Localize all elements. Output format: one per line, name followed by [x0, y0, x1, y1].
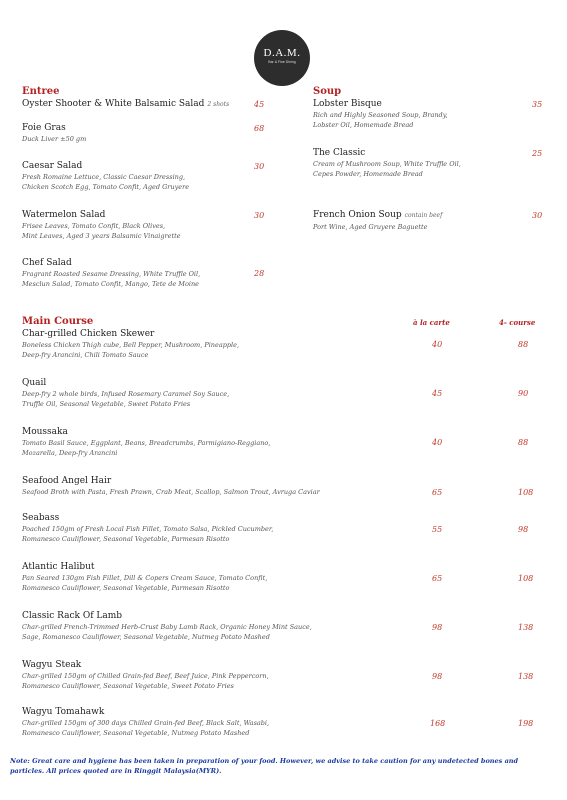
menu-item-desc: Lobster Oil, Homemade Bread	[313, 121, 414, 129]
menu-item-desc: Romanesco Cauliflower, Seasonal Vegetable, Parmesan Risotto	[22, 535, 230, 543]
menu-item	[22, 610, 312, 642]
menu-item-price: 35	[532, 100, 543, 109]
menu-item-desc: Fragrant Roasted Sesame Dressing, White Truffle Oil,	[22, 270, 201, 278]
menu-item	[22, 659, 269, 691]
entree-section-title: Entree	[22, 86, 60, 97]
four-course-price: 108	[518, 574, 534, 583]
menu-item	[22, 328, 239, 360]
main-course-section-title: Main Course	[22, 316, 94, 327]
menu-item-desc: Boneless Chicken Thigh cube, Bell Pepper, Mushroom, Pineapple,	[22, 341, 240, 349]
menu-item-desc: Char-grilled French-Trimmed Herb-Crust Baby Lamb Rack, Organic Honey Mint Sauce,	[22, 623, 312, 631]
menu-item-name: Wagyu Steak	[22, 660, 82, 670]
menu-item-desc: Sage, Romanesco Cauliflower, Seasonal Vegetable, Nutmeg Potato Mashed	[22, 633, 270, 641]
menu-item	[22, 512, 273, 544]
menu-item	[22, 475, 320, 497]
four-course-price: 138	[518, 623, 534, 632]
menu-item-desc: Cepes Powder, Homemade Bread	[313, 170, 423, 178]
menu-item-price: 30	[532, 211, 543, 220]
four-course-price: 108	[518, 488, 534, 497]
menu-item-desc: Deep-fry 2 whole birds, Infused Rosemary Caramel Soy Sauce,	[22, 390, 230, 398]
logo-main-text: D.A.M.	[263, 47, 301, 59]
restaurant-logo	[254, 30, 310, 86]
menu-item-name: Oyster Shooter & White Balsamic Salad 2 shots	[22, 99, 230, 109]
footer-note-line: Note: Great care and hygiene has been taken in preparation of your food. However, we advise to take caution for any undetected bones and	[10, 757, 519, 765]
menu-item-desc: Duck Liver ±50 gm	[22, 135, 87, 143]
menu-item-desc: Fresh Romaine Lettuce, Classic Caesar Dressing,	[22, 173, 186, 181]
menu-item-name: Watermelon Salad	[22, 210, 106, 220]
menu-item-price: 25	[532, 149, 543, 158]
menu-item-desc: Seafood Broth with Pasta, Fresh Prawn, Crab Meat, Scallop, Salmon Trout, Avruga Caviar	[22, 488, 320, 496]
menu-item-name: Caesar Salad	[22, 161, 83, 171]
menu-item-desc: Poached 150gm of Fresh Local Fish Fillet, Tomato Salsa, Pickled Cucumber,	[22, 525, 274, 533]
menu-item	[313, 209, 442, 232]
alacarte-price: 168	[430, 719, 446, 728]
menu-item-note: 2 shots	[207, 101, 230, 108]
menu-item-desc: Port Wine, Aged Gruyere Baguette	[313, 223, 428, 231]
menu-item-name: Atlantic Halibut	[22, 562, 95, 572]
alacarte-price: 45	[432, 389, 443, 398]
menu-item	[22, 257, 200, 289]
menu-item	[313, 98, 448, 130]
alacarte-price: 40	[432, 340, 443, 349]
menu-item-name: Char-grilled Chicken Skewer	[22, 329, 155, 339]
menu-item	[22, 426, 270, 458]
menu-item-desc: Char-grilled 150gm of Chilled Grain-fed Beef, Beef Juice, Pink Peppercorn,	[22, 672, 269, 680]
menu-item-desc: Tomato Basil Sauce, Eggplant, Beans, Breadcrumbs, Parmigiano-Reggiano,	[22, 439, 271, 447]
menu-item-desc: Romanesco Cauliflower, Seasonal Vegetable, Nutmeg Potato Mashed	[22, 729, 250, 737]
menu-item	[22, 377, 229, 409]
menu-item	[22, 122, 86, 144]
menu-item-name: Moussaka	[22, 427, 68, 437]
menu-item	[22, 160, 189, 192]
menu-item-name: Wagyu Tomahawk	[22, 707, 105, 717]
four-course-price: 198	[518, 719, 534, 728]
alacarte-price: 98	[432, 623, 443, 632]
menu-item-note: contain beef	[404, 212, 443, 219]
alacarte-column-header: à la carte	[413, 318, 450, 327]
menu-item-desc: Frisee Leaves, Tomato Confit, Black Olives,	[22, 222, 166, 230]
menu-item-desc: Mint Leaves, Aged 3 years Balsamic Vinaigrette	[22, 232, 181, 240]
four-course-price: 88	[518, 340, 529, 349]
menu-item-name: Seafood Angel Hair	[22, 476, 112, 486]
footer-note-line: particles. All prices quoted are in Ringgit Malaysia(MYR).	[10, 767, 222, 775]
menu-item-desc: Char-grilled 150gm of 300 days Chilled Grain-fed Beef, Black Salt, Wasabi,	[22, 719, 270, 727]
menu-item-price: 30	[254, 211, 265, 220]
menu-item	[22, 706, 269, 738]
soup-section-title: Soup	[313, 86, 342, 97]
menu-item-name: Seabass	[22, 513, 60, 523]
menu-item-name: The Classic	[313, 148, 366, 158]
menu-item-name: French Onion Soup contain beef	[313, 210, 443, 220]
menu-item-price: 30	[254, 162, 265, 171]
menu-item-desc: Mozarella, Deep-fry Arancini	[22, 449, 118, 457]
alacarte-price: 98	[432, 672, 443, 681]
menu-item-name: Lobster Bisque	[313, 99, 382, 109]
footer-note	[10, 756, 558, 776]
four-course-column-header: 4- course	[499, 318, 536, 327]
menu-item-price: 28	[254, 269, 265, 278]
menu-item-desc: Deep-fry Arancini, Chili Tomato Sauce	[22, 351, 149, 359]
menu-item-desc: Romanesco Cauliflower, Seasonal Vegetable, Sweet Potato Fries	[22, 682, 234, 690]
menu-item-name: Chef Salad	[22, 258, 72, 268]
alacarte-price: 40	[432, 438, 443, 447]
menu-item-name: Quail	[22, 378, 47, 388]
menu-item-desc: Cream of Mushroom Soup, White Truffle Oil,	[313, 160, 461, 168]
menu-item	[22, 98, 229, 111]
menu-item-desc: Pan Seared 130gm Fish Fillet, Dill & Copers Cream Sauce, Tomato Confit,	[22, 574, 268, 582]
menu-item-desc: Chicken Scotch Egg, Tomato Confit, Aged Gruyere	[22, 183, 190, 191]
logo-sub-text: Bar & Fine Dining	[268, 60, 296, 64]
four-course-price: 90	[518, 389, 529, 398]
alacarte-price: 55	[432, 525, 443, 534]
four-course-price: 138	[518, 672, 534, 681]
four-course-price: 88	[518, 438, 529, 447]
menu-item-price: 68	[254, 124, 265, 133]
menu-item-desc: Truffle Oil, Seasonal Vegetable, Sweet Potato Fries	[22, 400, 191, 408]
alacarte-price: 65	[432, 574, 443, 583]
menu-item-price: 45	[254, 100, 265, 109]
menu-item	[22, 561, 267, 593]
alacarte-price: 65	[432, 488, 443, 497]
menu-item-name: Foie Gras	[22, 123, 66, 133]
menu-item-desc: Mesclun Salad, Tomato Confit, Mango, Tete de Moine	[22, 280, 199, 288]
four-course-price: 98	[518, 525, 529, 534]
menu-item-desc: Rich and Highly Seasoned Soup, Brandy,	[313, 111, 448, 119]
menu-item-desc: Romanesco Cauliflower, Seasonal Vegetable, Parmesan Risotto	[22, 584, 230, 592]
menu-item	[22, 209, 181, 241]
menu-item-name: Classic Rack Of Lamb	[22, 611, 123, 621]
menu-item	[313, 147, 461, 179]
